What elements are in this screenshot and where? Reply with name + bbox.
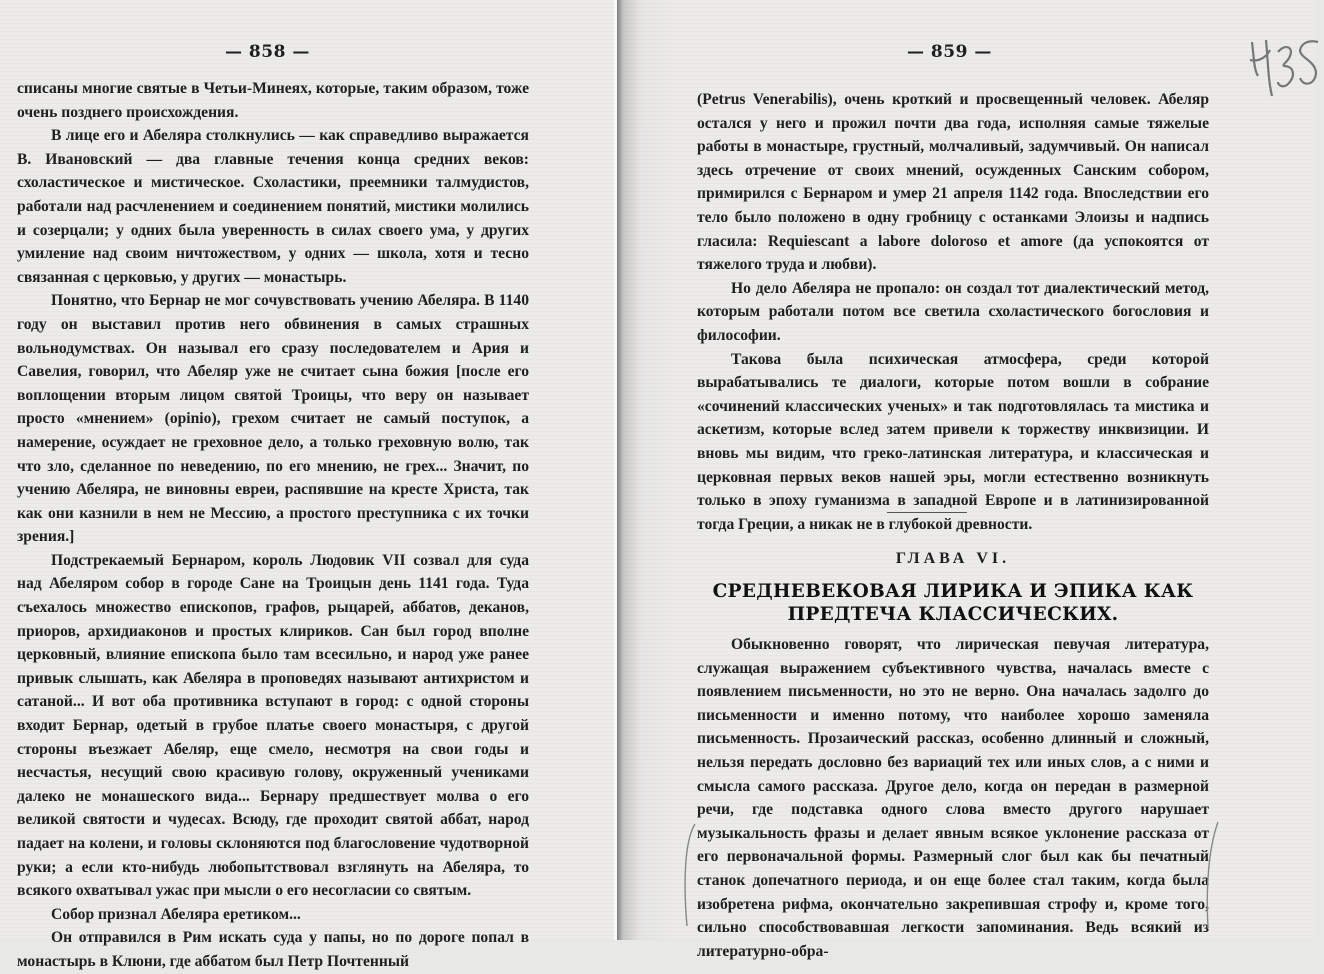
- paragraph: (Petrus Venerabilis), очень кроткий и просвещенный человек. Абеляр остался у него и прожил почти два года, исполняя самые тяжелые работы в монастыре, грустный, молчаливый, задумчивый. Он написал здесь отречение от своих мнений, осужденных Санским собором, примирился с Бернаром и умер 21 апреля 1142 года. Впоследствии его тело было положено в одну гробницу с останками Элоизы и надпись гласила: Requiescant a labore doloroso et amore (да успокоятся от тяжелого труда и любви).: [697, 91, 1209, 274]
- paragraph: Собор признал Абеляра еретиком...: [51, 905, 301, 923]
- right-page-body-top: [697, 88, 1209, 536]
- paragraph: Он отправился в Рим искать суда у папы, но по дороге попал в монастырь в Клюни, где аббатом был Петр Почтенный: [17, 929, 529, 970]
- handwritten-page-note: [1244, 30, 1324, 100]
- page-number: — 858 —: [225, 42, 310, 62]
- section-divider: [887, 512, 967, 513]
- paragraph: Обыкновенно говорят, что лирическая певучая литература, служащая выражением субъективного чувства, началась вместе с появлением письменности, но это не верно. Она началась задолго до письменности и именно потому, что наиболее хорошо заменяла письменность. Прозаический рассказ, особенно длинный и сложный, нельзя передать дословно без вариаций тех или иных слов, а с ними и смысла самого рассказа. Другое дело, когда он передан в размерной речи, где подставка одного слова вместо другого нарушает музыкальность фразы и делает явным всякое уклонение рассказа от его первоначальной формы. Размерный слог был как бы печатный станок допечатного периода, и он еще более стал таким, когда была изобретена рифма, окончательно закрепившая строфу и, кроме того, сильно способствовавшая легкости запоминания. Ведь всякий из литературно-обра-: [697, 636, 1209, 960]
- paragraph: Подстрекаемый Бернаром, король Людовик VII созвал для суда над Абеляром собор в городе Сане на Троицын день 1141 года. Туда съехалось множество епископов, графов, рыцарей, аббатов, деканов, приоров, архидиаконов и простых клириков. Сан был город вполне церковный, влияние епископа было там всесильно, и народ уже ранее привык слышать, как Абеляра в проповедях называют антихристом и сатаной... И вот оба противника вступают в город: с одной стороны входит Бернар, одетый в грубое платье своего монастыря, с другой стороны въезжает Абеляр, еще смело, несмотря на свои годы и несчастья, несущий свою красивую голову, окруженный учениками далеко не монашеского вида... Бернару предшествует молва о его великой святости и чудесах. Всюду, где проходит святой аббат, народ падает на колени, и головы склоняются под благословение чудотворной руки; а если кто-нибудь любопытствовал взглянуть на Абеляра, то всякого охватывал ужас при мысли о его несогласии со святым.: [17, 551, 529, 900]
- margin-bracket-left: [679, 820, 699, 930]
- right-page: [617, 0, 1314, 960]
- paragraph: списаны многие святые в Четьи-Минеях, которые, таким образом, тоже очень позднего происхождения.: [17, 80, 529, 121]
- chapter-label: ГЛАВА VI.: [895, 550, 1011, 567]
- page-number: — 859 —: [907, 42, 992, 62]
- right-page-body-bottom: [697, 633, 1209, 963]
- paragraph: Такова была психическая атмосфера, среди которой вырабатывались те диалоги, которые потом вошли в собрание «сочинений классических ученых» и так подготовлялась та мистика и аскетизм, которые вслед затем привели к торжеству инквизиции. И вновь мы видим, что греко-латинская литература, и классическая и церковная первых веков нашей эры, могли естественно возникнуть только в эпоху гуманизма в западной Европе и в латинизированной тогда Греции, а никак не в глубокой древности.: [697, 350, 1209, 533]
- left-page: [0, 0, 614, 970]
- chapter-title-line: ПРЕДТЕЧА КЛАССИЧЕСКИХ.: [787, 604, 1119, 625]
- paragraph: Но дело Абеляра не пропало: он создал тот диалектический метод, которым работали потом все светила схоластического богословия и философии.: [697, 279, 1209, 344]
- left-page-body: [17, 77, 529, 974]
- margin-bracket-right: [1202, 820, 1222, 930]
- chapter-title-line: СРЕДНЕВЕКОВАЯ ЛИРИКА И ЭПИКА КАК: [712, 581, 1194, 602]
- paragraph: Понятно, что Бернар не мог сочувствовать учению Абеляра. В 1140 году он выставил против него обвинения в самых страшных вольнодумствах. Он называл его сразу последователем и Ария и Савелия, говорил, что Абеляр уже не считает сына божия [после его воплощении вторым лицом святой Троицы, что веру он называет просто «мнением» (opinio), грехом считает не самый поступок, а намерение, осуждает не греховное дело, а только греховную волю, так что зло, сделанное по неведению, по его мнению, не грех... Значит, по учению Абеляра, не виновны евреи, распявшие на кресте Христа, так как они казнили в нем не Мессию, а простого преступника с их точки зрения.]: [17, 292, 529, 546]
- paragraph: В лице его и Абеляра столкнулись — как справедливо выражается В. Ивановский — два главные течения конца средних веков: схоластическое и мистическое. Схоластики, преемники талмудистов, работали над расчленением и соединением понятий, мистики молились и созерцали; у одних была уверенность в силах своего ума, у других умиление над своим ничтожеством, у одних — школа, хотя и тесно связанная с церковью, у других — монастырь.: [17, 127, 529, 286]
- chapter-title: [697, 580, 1209, 626]
